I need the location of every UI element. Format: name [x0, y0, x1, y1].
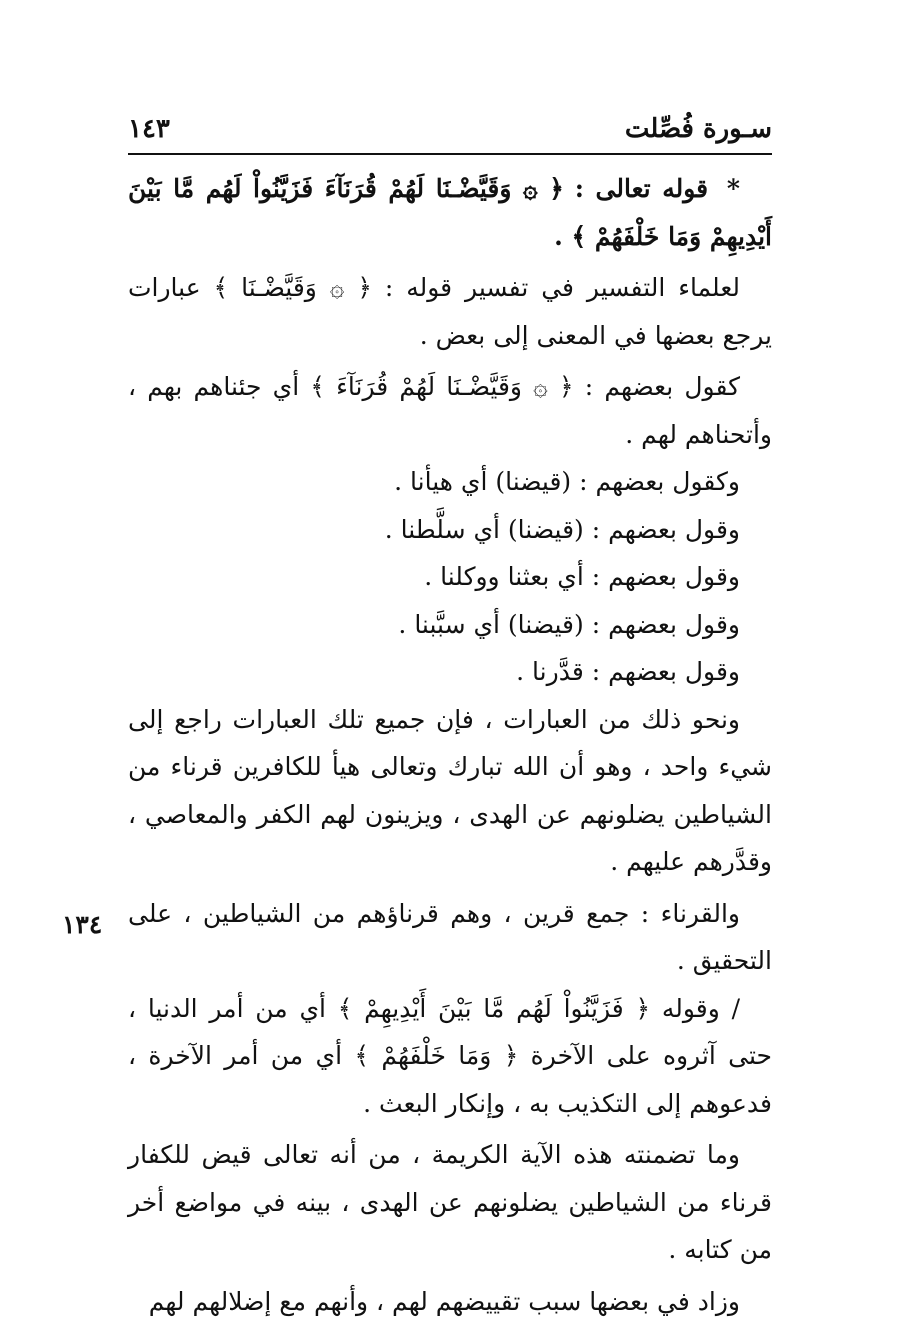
page-header — [128, 108, 772, 152]
paragraph: لعلماء التفسير في تفسير قوله : ﴿ ۞ وَقَيَّضْـنَا ﴾ عبارات يرجع بعضها في المعنى إلى بعض . — [128, 264, 772, 359]
paragraph: والقرناء : جمع قرين ، وهم قرناؤهم من الشياطين ، على التحقيق . — [128, 890, 772, 985]
list-item: وقول بعضهم : أي بعثنا ووكلنا . — [128, 553, 772, 601]
paragraph: وزاد في بعضها سبب تقييضهم لهم ، وأنهم مع إضلالهم لهم — [128, 1278, 772, 1325]
paragraph: وما تضمنته هذه الآية الكريمة ، من أنه تعالى قيض للكفار قرناء من الشياطين يضلونهم عن الهدى ، بينه في مواضع أخر من كتابه . — [128, 1131, 772, 1274]
page-number: ١٤٣ — [128, 114, 170, 144]
header-rule — [128, 153, 772, 155]
body-text — [128, 165, 772, 1205]
star-marker: * — [727, 174, 740, 203]
intro-paragraph — [128, 165, 772, 260]
quran-verse: ﴿ ۞ وَقَيَّضْـنَا لَهُمْ قُرَنَآءَ فَزَيَّنُواْ لَهُم مَّا بَيْنَ أَيْدِيهِمْ وَمَا خَلْفَهُمْ ﴾ . — [128, 174, 772, 251]
paragraph: كقول بعضهم : ﴿ ۞ وَقَيَّضْـنَا لَهُمْ قُرَنَآءَ ﴾ أي جئناهم بهم ، وأتحناهم لهم . — [128, 363, 772, 458]
margin-page-reference: ١٣٤ — [62, 910, 102, 939]
paragraph: / وقوله ﴿ فَزَيَّنُواْ لَهُم مَّا بَيْنَ أَيْدِيهِمْ ﴾ أي من أمر الدنيا ، حتى آثروه على الآخرة ﴿ وَمَا خَلْفَهُمْ ﴾ أي من أمر الآخرة ، فدعوهم إلى التكذيب به ، وإنكار البعث . — [128, 985, 772, 1128]
intro-lead: قوله تعالى : — [575, 174, 708, 203]
paragraph: ونحو ذلك من العبارات ، فإن جميع تلك العبارات راجع إلى شيء واحد ، وهو أن الله تبارك وتعالى هيأ للكافرين قرناء من الشياطين يضلونهم عن الهدى ، ويزينون لهم الكفر والمعاصي ، وقدَّرهم عليهم . — [128, 696, 772, 886]
list-item: وقول بعضهم : قدَّرنا . — [128, 648, 772, 696]
list-item: وكقول بعضهم : (قيضنا) أي هيأنا . — [128, 458, 772, 506]
list-item: وقول بعضهم : (قيضنا) أي سبَّبنا . — [128, 601, 772, 649]
list-item: وقول بعضهم : (قيضنا) أي سلَّطنا . — [128, 506, 772, 554]
surah-title: سـورة فُصِّلت — [625, 114, 772, 144]
